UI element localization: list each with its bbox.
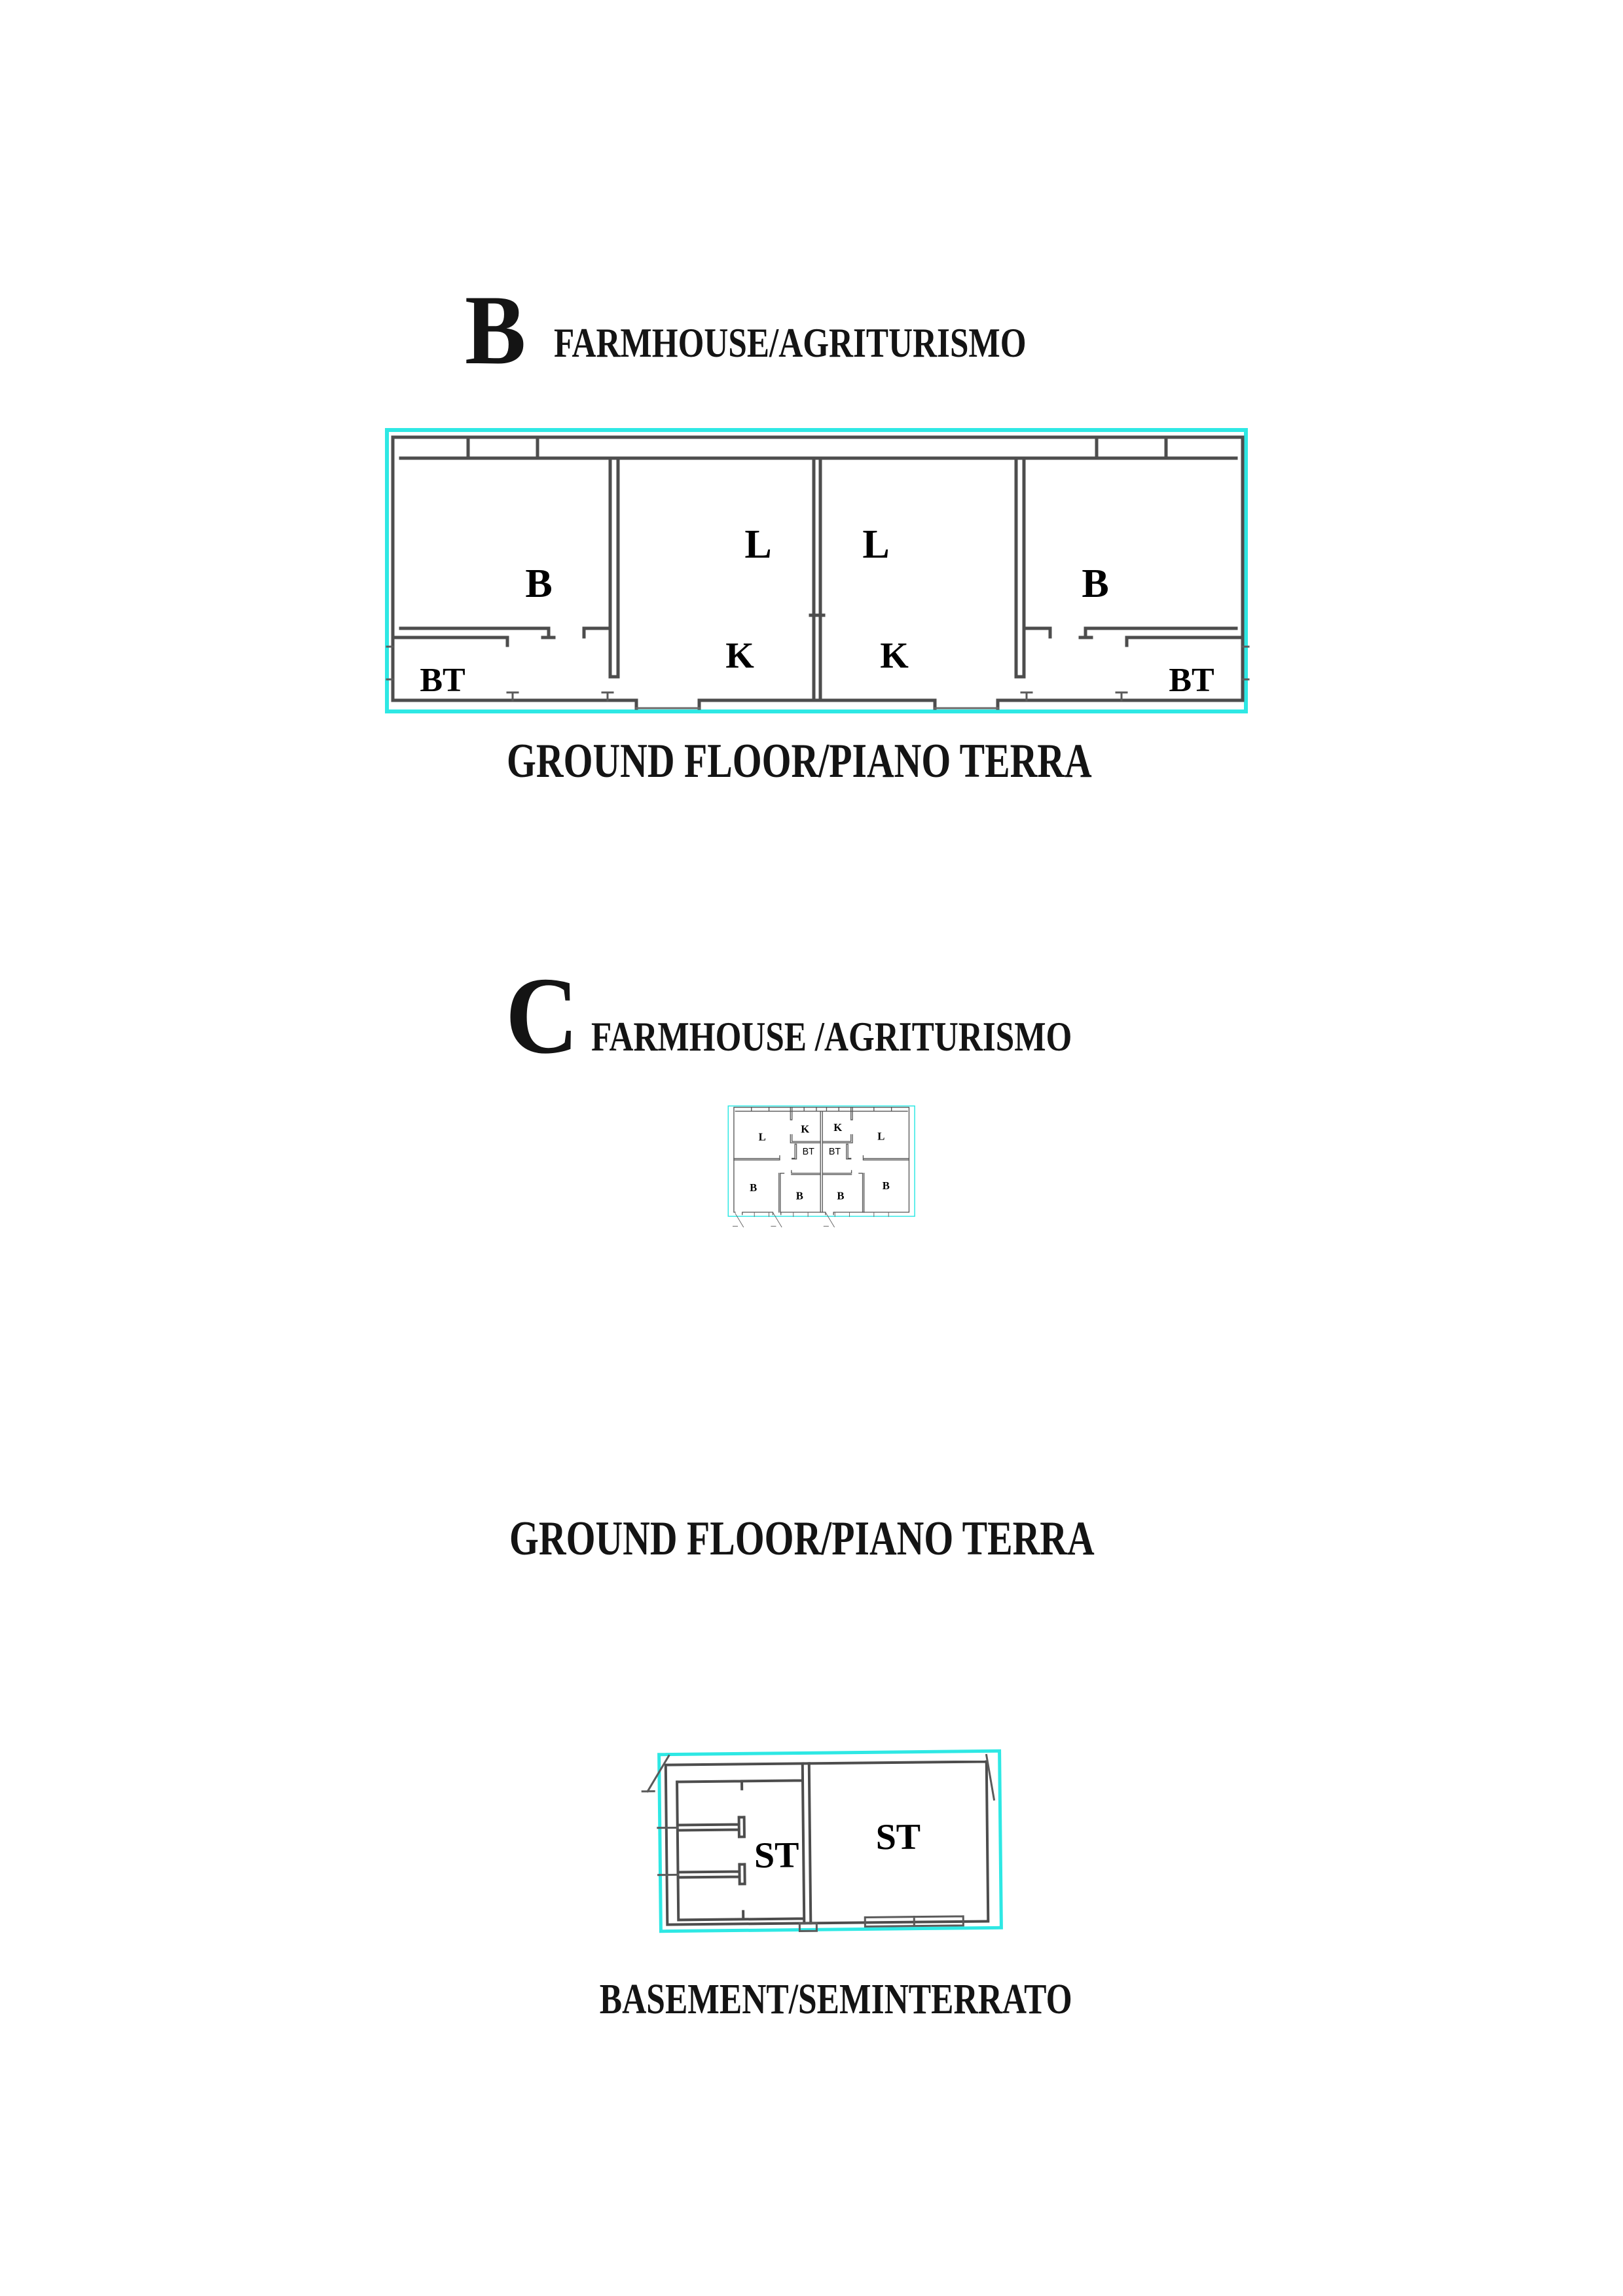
plan-c-drawing bbox=[484, 1103, 1159, 1571]
basement-caption: BASEMENT/SEMINTERRATO bbox=[600, 1975, 1072, 2023]
section-c-letter: C bbox=[505, 955, 579, 1077]
section-c-title-row bbox=[591, 1013, 1192, 1060]
plan-b-outline bbox=[387, 430, 1246, 711]
plan-c-room-label: K bbox=[801, 1122, 810, 1136]
plan-c-room-label: B bbox=[882, 1179, 890, 1192]
plan-b-room-label: L bbox=[862, 522, 890, 567]
plan-b-room-label: B bbox=[1082, 562, 1109, 606]
basement-access-arrow bbox=[642, 1752, 994, 1803]
plan-c-room-label: L bbox=[758, 1130, 766, 1143]
plan-c-outline bbox=[728, 1106, 915, 1217]
basement-caption-row bbox=[391, 1975, 1281, 2023]
section-c-title: FARMHOUSE /AGRITURISMO bbox=[591, 1013, 1072, 1060]
section-b-title-block bbox=[465, 275, 531, 385]
plan-b-exterior-walls bbox=[393, 437, 1243, 708]
plan-c-caption-row bbox=[357, 1512, 1247, 1566]
plan-b-room-label: K bbox=[880, 636, 909, 676]
plan-b-room-label: BT bbox=[420, 662, 465, 699]
plan-c-room-label: B bbox=[837, 1189, 845, 1202]
plan-b-room-label: B bbox=[525, 562, 553, 606]
basement-outline bbox=[659, 1751, 1002, 1931]
basement-plan-group bbox=[642, 1751, 1002, 1933]
plan-c-room-label: BT bbox=[802, 1146, 814, 1157]
basement-room-label: ST bbox=[754, 1835, 799, 1876]
plan-c-caption: GROUND FLOOR/PIANO TERRA bbox=[509, 1512, 1095, 1566]
plan-c-interior-walls bbox=[734, 1107, 909, 1212]
plan-b-window-marks bbox=[387, 647, 1249, 700]
section-b-letter: B bbox=[465, 275, 526, 385]
basement-room-label: ST bbox=[875, 1816, 921, 1858]
plan-b-room-label: BT bbox=[1169, 662, 1214, 699]
basement-exterior-walls bbox=[666, 1761, 989, 1924]
plan-c-exterior-walls bbox=[734, 1107, 909, 1215]
plan-c-room-label: B bbox=[750, 1181, 757, 1194]
plan-b-room-label: K bbox=[725, 636, 754, 676]
plan-c-room-label: B bbox=[795, 1189, 803, 1202]
plan-c-room-label: L bbox=[877, 1130, 885, 1143]
section-b-title-row bbox=[554, 319, 1144, 366]
plan-b-caption: GROUND FLOOR/PIANO TERRA bbox=[507, 734, 1092, 788]
plan-b-interior-walls bbox=[393, 437, 1243, 700]
door-swing-marks bbox=[733, 1213, 834, 1227]
plan-b-drawing bbox=[367, 419, 1270, 726]
plan-c-room-label: BT bbox=[828, 1146, 841, 1157]
plan-b-caption-row bbox=[354, 734, 1245, 788]
section-c-title-block bbox=[505, 955, 585, 1077]
section-b-title: FARMHOUSE/AGRITURISMO bbox=[554, 319, 1027, 366]
plan-b-room-label: L bbox=[744, 522, 772, 567]
basement-drawing bbox=[615, 1728, 1034, 1990]
plan-c-room-label: K bbox=[833, 1121, 843, 1134]
